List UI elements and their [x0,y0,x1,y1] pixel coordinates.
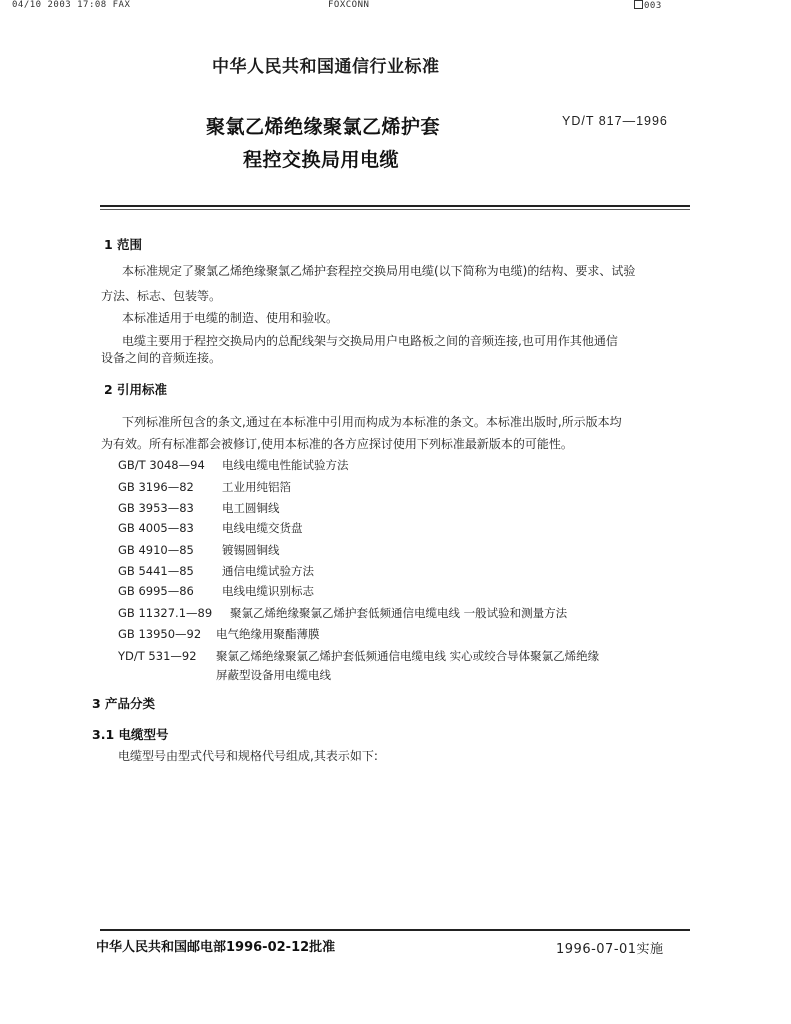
reference-title: 通信电缆试验方法 [222,564,314,578]
fax-sender: FOXCONN [328,0,370,10]
scope-para3-line1: 电缆主要用于程控交换局内的总配线架与交换局用户电路板之间的音频连接,也可用作其他通信 [122,334,618,348]
reference-title: 电线电缆交货盘 [222,521,303,535]
fax-page-number [634,0,662,11]
references-intro-line1: 下列标准所包含的条文,通过在本标准中引用而构成为本标准的条文。本标准出版时,所示版本均 [122,415,622,429]
reference-code: GB 6995—86 [118,584,194,598]
reference-item [118,563,314,579]
scope-para2: 本标准适用于电缆的制造、使用和验收。 [122,311,339,325]
scope-para1-line1: 本标准规定了聚氯乙烯绝缘聚氯乙烯护套程控交换局用电缆(以下简称为电缆)的结构、要求、试验 [122,264,636,278]
reference-title: 镀锡圆铜线 [222,543,280,557]
standard-title-line-2: 程控交换局用电缆 [243,149,400,171]
reference-title: 电气绝缘用聚酯薄膜 [216,627,320,641]
reference-item [118,648,599,664]
reference-code: GB 4910—85 [118,543,194,557]
reference-title: 聚氯乙烯绝缘聚氯乙烯护套低频通信电缆电线 一般试验和测量方法 [230,606,568,620]
reference-title: 电工圆铜线 [222,501,280,515]
section-2-heading: 2 引用标准 [104,382,168,397]
footer-rule [100,929,690,931]
standard-title-line-1: 聚氯乙烯绝缘聚氯乙烯护套 [206,116,441,138]
approval-line: 中华人民共和国邮电部1996-02-12批准 [96,940,336,955]
reference-title: 电线电缆识别标志 [222,584,314,598]
reference-item-continuation: 屏蔽型设备用电缆电线 [216,668,331,682]
standard-number: YD/T 817—1996 [562,114,668,128]
reference-title: 电线电缆电性能试验方法 [222,458,349,472]
section-3-1-heading: 3.1 电缆型号 [92,727,169,742]
references-intro-line2: 为有效。所有标准都会被修订,使用本标准的各方应探讨使用下列标准最新版本的可能性。 [101,437,573,451]
reference-title: 聚氯乙烯绝缘聚氯乙烯护套低频通信电缆电线 实心或绞合导体聚氯乙烯绝缘 [216,649,600,663]
reference-item [118,479,291,495]
title-rule-top [100,205,690,207]
section-3-heading: 3 产品分类 [92,696,156,711]
reference-item [118,626,320,642]
scope-para3-line2: 设备之间的音频连接。 [101,351,222,365]
reference-code: GB 5441—85 [118,564,194,578]
reference-item [118,605,567,621]
reference-code: GB 13950—92 [118,627,202,641]
reference-item [118,520,303,536]
implementation-date: 1996-07-01实施 [556,942,664,957]
reference-code: YD/T 531—92 [118,649,197,663]
fax-page-box-icon [634,0,643,9]
reference-code: GB/T 3048—94 [118,458,205,472]
reference-title: 工业用纯铝箔 [222,480,291,494]
classification-text: 电缆型号由型式代号和规格代号组成,其表示如下: [118,749,378,763]
title-rule-bottom [100,209,690,210]
reference-item [118,583,314,599]
reference-code: GB 3953—83 [118,501,194,515]
reference-item [118,457,349,473]
reference-code: GB 3196—82 [118,480,194,494]
reference-code: GB 11327.1—89 [118,606,213,620]
fax-datetime: 04/10 2003 17:08 FAX [12,0,131,10]
reference-code: GB 4005—83 [118,521,194,535]
reference-item [118,500,280,516]
fax-page-number-text: 003 [644,1,662,11]
reference-item [118,542,280,558]
scope-para1-line2: 方法、标志、包装等。 [101,289,222,303]
section-1-heading: 1 范围 [104,237,143,252]
standard-category: 中华人民共和国通信行业标准 [212,57,440,77]
